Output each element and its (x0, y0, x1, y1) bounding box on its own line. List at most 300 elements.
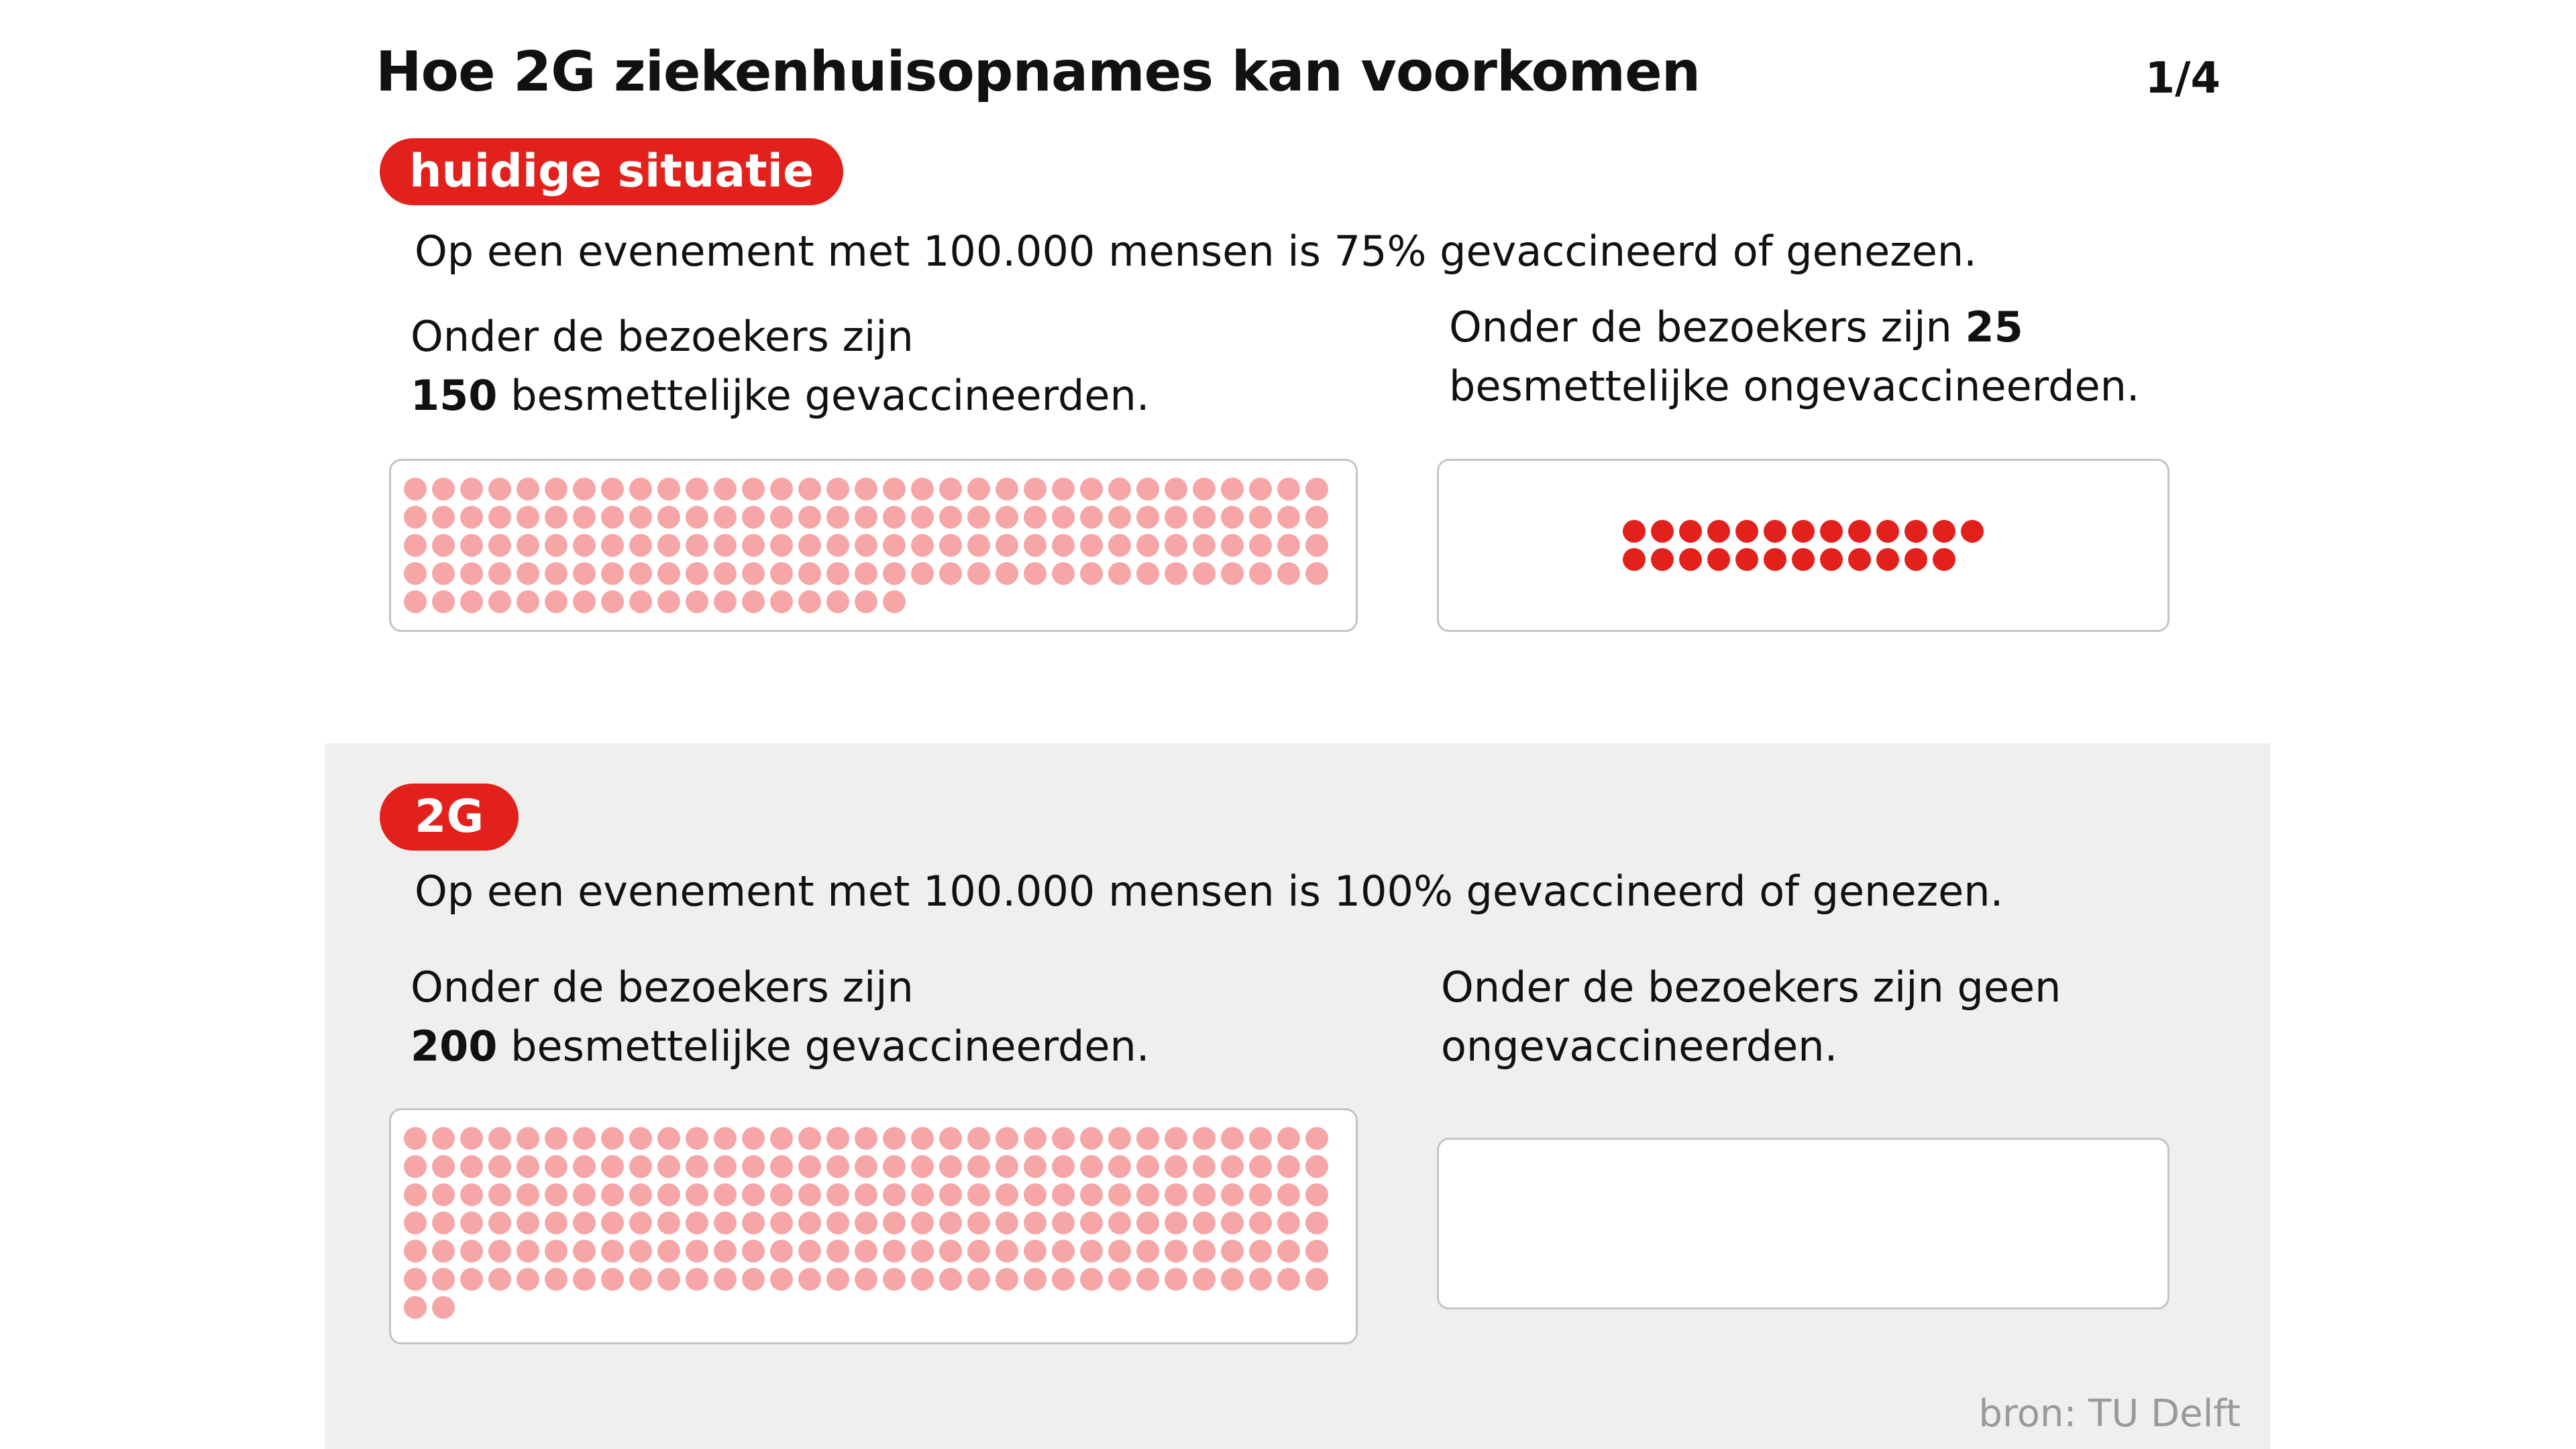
person-dot (714, 1155, 737, 1178)
person-dot (1080, 1127, 1103, 1150)
person-dot (1165, 1240, 1187, 1263)
person-dot (1080, 1155, 1103, 1178)
person-dot (1165, 506, 1187, 529)
person-dot (488, 562, 511, 585)
person-dot (770, 1155, 793, 1178)
person-dot (996, 1127, 1018, 1150)
person-dot (432, 1183, 455, 1206)
person-dot (545, 478, 568, 500)
person-dot (826, 1183, 849, 1206)
person-dot (855, 1127, 877, 1150)
person-dot (798, 1212, 821, 1234)
person-dot (404, 1296, 427, 1319)
2g-unvaccinated-line1: Onder de bezoekers zijn geen (1441, 963, 2061, 1012)
person-dot (1221, 1212, 1244, 1234)
current-unvaccinated-line1 (1449, 298, 2140, 357)
person-dot (1707, 520, 1730, 543)
person-dot (1165, 1212, 1187, 1234)
person-dot (1193, 1183, 1216, 1206)
current-unvaccinated-description (1449, 298, 2140, 416)
person-dot (1305, 562, 1328, 585)
person-dot (1249, 562, 1272, 585)
person-dot (517, 1212, 539, 1234)
person-dot (939, 1183, 962, 1206)
person-dot (742, 534, 765, 557)
person-dot (967, 478, 990, 500)
person-dot (1277, 506, 1300, 529)
2g-vaccinated-dot-box (389, 1108, 1358, 1344)
person-dot (1108, 562, 1131, 585)
current-unvaccinated-dots (1439, 461, 2167, 630)
person-dot (629, 1268, 652, 1291)
person-dot (460, 1268, 483, 1291)
person-dot (1792, 548, 1815, 571)
person-dot (1024, 478, 1046, 500)
person-dot (1249, 1155, 1272, 1178)
person-dot (686, 534, 708, 557)
person-dot (488, 1268, 511, 1291)
person-dot (573, 562, 596, 585)
person-dot (404, 478, 427, 500)
person-dot (911, 1268, 934, 1291)
person-dot (657, 1127, 680, 1150)
person-dot (939, 1212, 962, 1234)
person-dot (460, 1155, 483, 1178)
person-dot (911, 1212, 934, 1234)
person-dot (798, 562, 821, 585)
person-dot (714, 1268, 737, 1291)
person-dot (770, 1212, 793, 1234)
person-dot (1848, 520, 1871, 543)
person-dot (1052, 1127, 1075, 1150)
person-dot (601, 1155, 624, 1178)
person-dot (1277, 1268, 1300, 1291)
person-dot (883, 478, 906, 500)
person-dot (855, 590, 877, 613)
person-dot (967, 1212, 990, 1234)
person-dot (1165, 1268, 1187, 1291)
person-dot (601, 1240, 624, 1263)
person-dot (798, 1240, 821, 1263)
person-dot (855, 534, 877, 557)
person-dot (1193, 534, 1216, 557)
person-dot (883, 1240, 906, 1263)
person-dot (770, 590, 793, 613)
person-dot (1080, 478, 1103, 500)
person-dot (714, 478, 737, 500)
2g-vaccinated-description (411, 958, 1150, 1076)
person-dot (404, 534, 427, 557)
person-dot (883, 1155, 906, 1178)
person-dot (855, 506, 877, 529)
person-dot (601, 562, 624, 585)
person-dot (601, 1212, 624, 1234)
person-dot (1305, 1240, 1328, 1263)
current-vaccinated-description (411, 307, 1150, 425)
person-dot (996, 478, 1018, 500)
person-dot (967, 506, 990, 529)
person-dot (714, 1212, 737, 1234)
person-dot (967, 1155, 990, 1178)
person-dot (488, 1212, 511, 1234)
person-dot (1249, 534, 1272, 557)
person-dot (657, 1183, 680, 1206)
person-dot (1735, 520, 1758, 543)
person-dot (911, 1127, 934, 1150)
person-dot (967, 1183, 990, 1206)
person-dot (1080, 506, 1103, 529)
person-dot (826, 562, 849, 585)
person-dot (629, 590, 652, 613)
person-dot (1277, 478, 1300, 500)
person-dot (432, 590, 455, 613)
person-dot (545, 1127, 568, 1150)
person-dot (1052, 534, 1075, 557)
person-dot (686, 506, 708, 529)
current-unvaccinated-prefix: Onder de bezoekers zijn (1449, 303, 1952, 352)
person-dot (601, 534, 624, 557)
person-dot (1165, 534, 1187, 557)
person-dot (545, 1268, 568, 1291)
person-dot (1651, 548, 1674, 571)
person-dot (826, 478, 849, 500)
person-dot (573, 478, 596, 500)
2g-vaccinated-prefix: Onder de bezoekers zijn (411, 963, 914, 1012)
person-dot (488, 1155, 511, 1178)
person-dot (1249, 1127, 1272, 1150)
person-dot (1108, 1155, 1131, 1178)
person-dot (1305, 534, 1328, 557)
person-dot (404, 1127, 427, 1150)
2g-unvaccinated-description (1441, 958, 2061, 1076)
person-dot (939, 1240, 962, 1263)
person-dot (488, 590, 511, 613)
person-dot (1249, 1183, 1272, 1206)
person-dot (545, 1183, 568, 1206)
person-dot (1904, 520, 1927, 543)
person-dot (770, 1183, 793, 1206)
person-dot (1876, 520, 1899, 543)
person-dot (1249, 506, 1272, 529)
person-dot (1108, 1240, 1131, 1263)
person-dot (1136, 1127, 1159, 1150)
person-dot (1764, 520, 1786, 543)
person-dot (1080, 1240, 1103, 1263)
person-dot (1277, 1155, 1300, 1178)
person-dot (770, 562, 793, 585)
person-dot (1108, 478, 1131, 500)
person-dot (460, 478, 483, 500)
2g-unvaccinated-dot-box (1437, 1138, 2169, 1309)
person-dot (1193, 1127, 1216, 1150)
person-dot (460, 506, 483, 529)
person-dot (1024, 562, 1046, 585)
person-dot (1876, 548, 1899, 571)
person-dot (742, 1212, 765, 1234)
person-dot (545, 1212, 568, 1234)
person-dot (657, 1268, 680, 1291)
person-dot (488, 1127, 511, 1150)
person-dot (432, 1127, 455, 1150)
current-lead-text: Op een evenement met 100.000 mensen is 75% gevaccineerd of genezen. (415, 227, 1977, 276)
2g-unvaccinated-line2: ongevaccineerden. (1441, 1022, 1838, 1071)
person-dot (996, 506, 1018, 529)
person-dot (1024, 1268, 1046, 1291)
person-dot (1165, 1183, 1187, 1206)
person-dot (432, 534, 455, 557)
person-dot (883, 1268, 906, 1291)
person-dot (967, 1268, 990, 1291)
current-vaccinated-suffix: besmettelijke gevaccineerden. (511, 371, 1150, 420)
person-dot (883, 506, 906, 529)
person-dot (714, 1183, 737, 1206)
person-dot (855, 1212, 877, 1234)
person-dot (1249, 1212, 1272, 1234)
person-dot (1108, 1268, 1131, 1291)
current-unvaccinated-dot-box (1437, 459, 2169, 632)
person-dot (742, 1127, 765, 1150)
person-dot (686, 562, 708, 585)
person-dot (404, 562, 427, 585)
person-dot (1193, 562, 1216, 585)
person-dot (770, 478, 793, 500)
person-dot (742, 590, 765, 613)
page-indicator: 1/4 (2145, 54, 2220, 103)
person-dot (1305, 478, 1328, 500)
person-dot (967, 534, 990, 557)
person-dot (432, 562, 455, 585)
person-dot (996, 1212, 1018, 1234)
person-dot (573, 506, 596, 529)
person-dot (573, 1268, 596, 1291)
person-dot (1080, 562, 1103, 585)
person-dot (1165, 1127, 1187, 1150)
person-dot (996, 1183, 1018, 1206)
person-dot (432, 1240, 455, 1263)
2g-unvaccinated-dots (1439, 1140, 2167, 1307)
current-vaccinated-count: 150 (411, 371, 498, 420)
person-dot (742, 506, 765, 529)
person-dot (883, 1127, 906, 1150)
person-dot (1136, 1155, 1159, 1178)
person-dot (714, 562, 737, 585)
person-dot (1679, 520, 1702, 543)
person-dot (545, 590, 568, 613)
person-dot (1305, 1127, 1328, 1150)
person-dot (404, 506, 427, 529)
person-dot (601, 478, 624, 500)
source-credit: bron: TU Delft (1978, 1392, 2241, 1436)
person-dot (1305, 1155, 1328, 1178)
person-dot (1249, 478, 1272, 500)
person-dot (404, 590, 427, 613)
person-dot (1764, 548, 1786, 571)
person-dot (460, 534, 483, 557)
person-dot (1080, 1183, 1103, 1206)
person-dot (1136, 534, 1159, 557)
person-dot (939, 506, 962, 529)
person-dot (629, 478, 652, 500)
person-dot (1221, 1240, 1244, 1263)
person-dot (432, 1268, 455, 1291)
person-dot (1136, 1240, 1159, 1263)
current-vaccinated-line2 (411, 366, 1150, 425)
person-dot (686, 1155, 708, 1178)
person-dot (742, 1155, 765, 1178)
person-dot (1277, 534, 1300, 557)
person-dot (545, 506, 568, 529)
person-dot (1249, 1240, 1272, 1263)
person-dot (1108, 534, 1131, 557)
person-dot (714, 590, 737, 613)
person-dot (517, 1268, 539, 1291)
person-dot (1052, 478, 1075, 500)
person-dot (1193, 1268, 1216, 1291)
person-dot (1108, 1127, 1131, 1150)
person-dot (939, 1268, 962, 1291)
person-dot (996, 1155, 1018, 1178)
person-dot (517, 562, 539, 585)
current-situation-badge: huidige situatie (380, 138, 843, 205)
person-dot (601, 1268, 624, 1291)
person-dot (488, 478, 511, 500)
person-dot (517, 534, 539, 557)
person-dot (1193, 506, 1216, 529)
person-dot (883, 1183, 906, 1206)
person-dot (742, 478, 765, 500)
person-dot (601, 1183, 624, 1206)
person-dot (573, 1127, 596, 1150)
2g-vaccinated-count: 200 (411, 1022, 498, 1071)
person-dot (657, 562, 680, 585)
person-dot (1165, 1155, 1187, 1178)
person-dot (657, 1212, 680, 1234)
person-dot (939, 534, 962, 557)
person-dot (629, 1155, 652, 1178)
person-dot (657, 1155, 680, 1178)
person-dot (826, 1127, 849, 1150)
person-dot (601, 590, 624, 613)
person-dot (1136, 1212, 1159, 1234)
person-dot (488, 1240, 511, 1263)
person-dot (1277, 1127, 1300, 1150)
person-dot (883, 1212, 906, 1234)
person-dot (770, 534, 793, 557)
current-vaccinated-dots (391, 461, 1356, 630)
person-dot (1052, 1240, 1075, 1263)
person-dot (1221, 1127, 1244, 1150)
person-dot (1080, 534, 1103, 557)
person-dot (1820, 548, 1843, 571)
person-dot (573, 1183, 596, 1206)
person-dot (798, 1183, 821, 1206)
person-dot (883, 562, 906, 585)
person-dot (855, 562, 877, 585)
current-unvaccinated-suffix: besmettelijke ongevaccineerden. (1449, 362, 2140, 411)
person-dot (826, 1268, 849, 1291)
person-dot (996, 534, 1018, 557)
person-dot (460, 1127, 483, 1150)
person-dot (1024, 1183, 1046, 1206)
person-dot (714, 534, 737, 557)
person-dot (488, 534, 511, 557)
person-dot (657, 534, 680, 557)
person-dot (545, 534, 568, 557)
person-dot (1277, 562, 1300, 585)
person-dot (1221, 1155, 1244, 1178)
person-dot (1277, 1183, 1300, 1206)
person-dot (404, 1183, 427, 1206)
person-dot (517, 1240, 539, 1263)
person-dot (1052, 506, 1075, 529)
person-dot (1848, 548, 1871, 571)
person-dot (432, 506, 455, 529)
person-dot (1193, 478, 1216, 500)
person-dot (517, 1183, 539, 1206)
person-dot (1305, 1183, 1328, 1206)
2g-lead-text: Op een evenement met 100.000 mensen is 100% gevaccineerd of genezen. (415, 867, 2004, 916)
person-dot (1933, 548, 1955, 571)
person-dot (1165, 562, 1187, 585)
person-dot (911, 1183, 934, 1206)
person-dot (714, 506, 737, 529)
person-dot (545, 562, 568, 585)
current-vaccinated-dot-box (389, 459, 1358, 632)
person-dot (1820, 520, 1843, 543)
person-dot (770, 1268, 793, 1291)
person-dot (1305, 506, 1328, 529)
person-dot (432, 1296, 455, 1319)
person-dot (911, 506, 934, 529)
person-dot (686, 478, 708, 500)
person-dot (1221, 534, 1244, 557)
person-dot (1221, 478, 1244, 500)
person-dot (1136, 1268, 1159, 1291)
person-dot (460, 562, 483, 585)
person-dot (629, 506, 652, 529)
person-dot (826, 1155, 849, 1178)
person-dot (573, 1155, 596, 1178)
person-dot (629, 1212, 652, 1234)
person-dot (1024, 1240, 1046, 1263)
person-dot (714, 1240, 737, 1263)
person-dot (826, 1212, 849, 1234)
person-dot (1136, 478, 1159, 500)
person-dot (798, 1155, 821, 1178)
person-dot (1193, 1240, 1216, 1263)
person-dot (1136, 1183, 1159, 1206)
person-dot (404, 1240, 427, 1263)
person-dot (826, 534, 849, 557)
person-dot (798, 590, 821, 613)
person-dot (545, 1155, 568, 1178)
person-dot (404, 1212, 427, 1234)
person-dot (742, 1240, 765, 1263)
person-dot (1305, 1268, 1328, 1291)
person-dot (460, 1240, 483, 1263)
person-dot (573, 590, 596, 613)
person-dot (686, 590, 708, 613)
person-dot (911, 1155, 934, 1178)
person-dot (1623, 548, 1646, 571)
person-dot (798, 478, 821, 500)
person-dot (1904, 548, 1927, 571)
person-dot (460, 1183, 483, 1206)
person-dot (1277, 1240, 1300, 1263)
person-dot (855, 1240, 877, 1263)
person-dot (1193, 1155, 1216, 1178)
person-dot (996, 562, 1018, 585)
